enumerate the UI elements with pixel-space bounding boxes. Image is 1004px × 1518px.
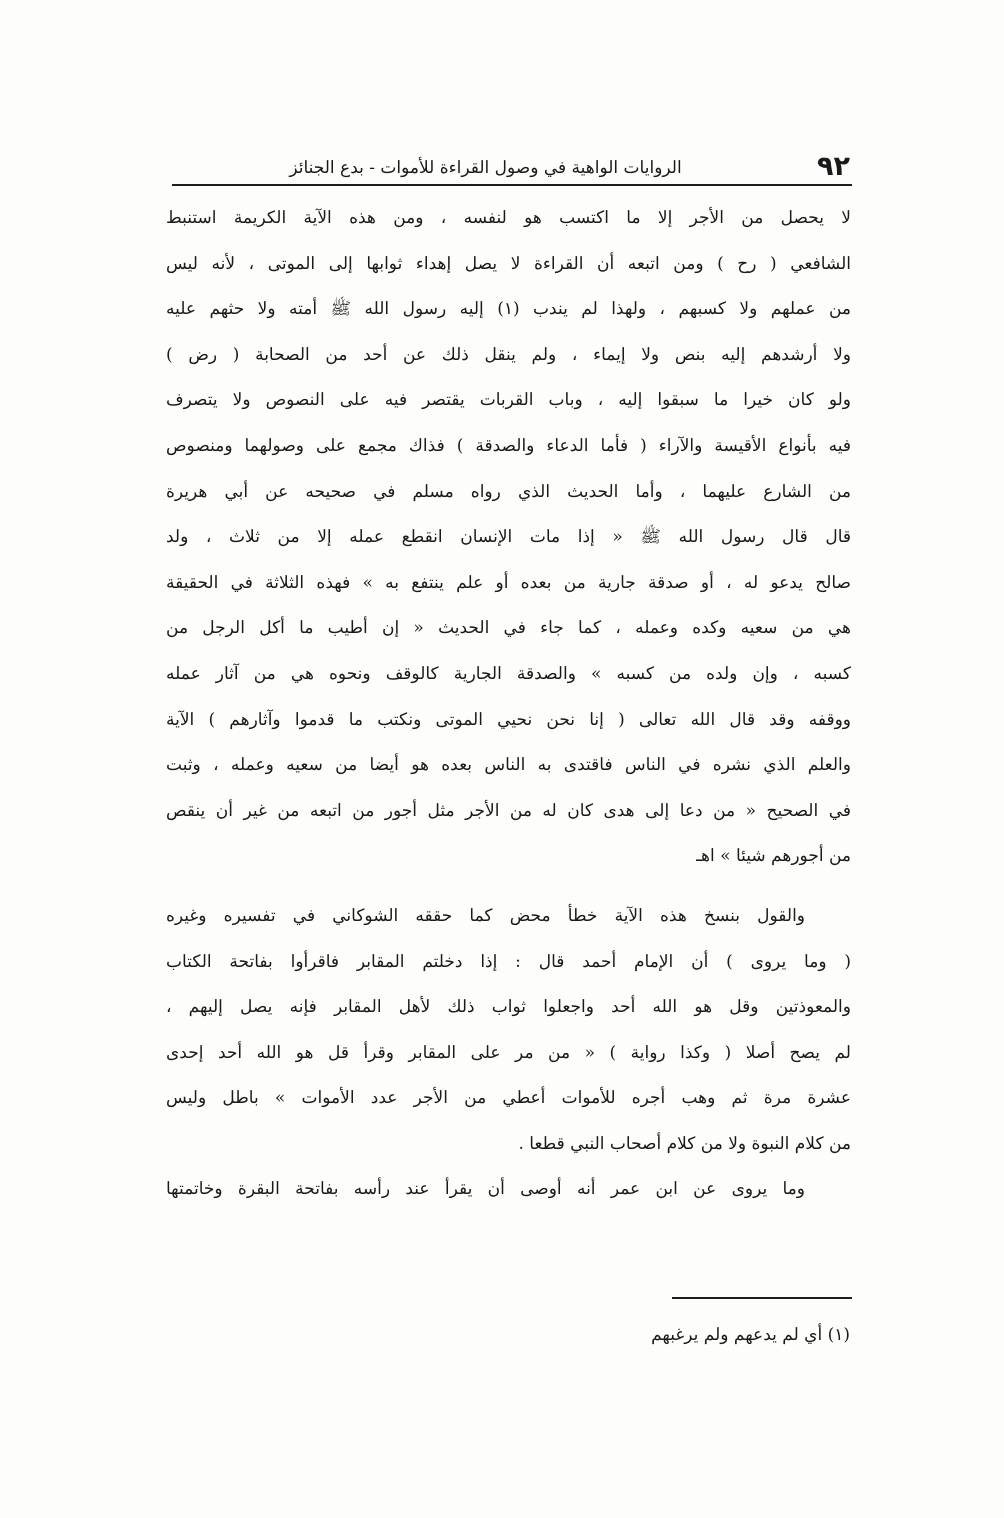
text-line: من أجورهم شيئا » اهـ	[696, 846, 851, 867]
text-line: كسبه ، وإن ولده من كسبه » والصدقة الجارية كالوقف ونحوه هي من آثار عمله	[166, 663, 851, 684]
footnote: (١) أي لم يدعهم ولم يرغبهم	[651, 1325, 850, 1345]
page-number: ٩٢	[817, 151, 850, 182]
text-line: الشافعي ( رح ) ومن اتبعه أن القراءة لا يصل إهداء ثوابها إلى الموتى ، لأنه ليس	[166, 253, 851, 274]
text-line: والقول بنسخ هذه الآية خطأ محض كما حققه الشوكاني في تفسيره وغيره	[166, 905, 805, 926]
text-line: ولو كان خيرا ما سبقوا إليه ، وباب القربات يقتصر فيه على النصوص ولا يتصرف	[166, 390, 851, 411]
header-divider	[172, 184, 852, 186]
text-line: في الصحيح « من دعا إلى هدى كان له من الأجر مثل أجور من اتبعه من غير أن ينقص	[166, 800, 851, 821]
text-line: والعلم الذي نشره في الناس فاقتدى به الناس بعده هو أيضا من سعيه وعمله ، وثبت	[166, 755, 851, 776]
text-line: هي من سعيه وكده وعمله ، كما جاء في الحديث « إن أطيب ما أكل الرجل من	[166, 618, 851, 639]
body-text	[166, 196, 851, 1213]
paragraph-gap	[166, 880, 851, 894]
page-header	[172, 140, 850, 180]
footnote-divider	[672, 1297, 852, 1299]
text-line: ولا أرشدهم إليه بنص ولا إيماء ، ولم ينقل ذلك عن أحد من الصحابة ( رض )	[166, 344, 851, 365]
text-line: من الشارع عليهما ، وأما الحديث الذي رواه مسلم في صحيحه عن أبي هريرة	[166, 481, 851, 502]
text-line: صالح يدعو له ، أو صدقة جارية من بعده أو علم ينتفع به » فهذه الثلاثة في الحقيقة	[166, 572, 851, 593]
text-line: والمعوذتين وقل هو الله أحد واجعلوا ثواب ذلك لأهل المقابر فإنه يصل إليهم ،	[166, 997, 851, 1018]
text-line: فيه بأنواع الأقيسة والآراء ( فأما الدعاء والصدقة ) فذاك مجمع على وصولهما ومنصوص	[166, 435, 851, 456]
text-line: ( وما يروى ) أن الإمام أحمد قال : إذا دخلتم المقابر فاقرأوا بفاتحة الكتاب	[166, 951, 851, 972]
text-line: قال قال رسول الله ﷺ « إذا مات الإنسان انقطع عمله إلا من ثلاث ، ولد	[166, 527, 851, 548]
text-line: لا يحصل من الأجر إلا ما اكتسب هو لنفسه ، ومن هذه الآية الكريمة استنبط	[166, 208, 851, 228]
running-title: الروايات الواهية في وصول القراءة للأموات - بدع الجنائز	[289, 158, 682, 178]
text-line: وما يروى عن ابن عمر أنه أوصى أن يقرأ عند رأسه بفاتحة البقرة وخاتمتها	[166, 1179, 805, 1200]
text-line: من عملهم ولا كسبهم ، ولهذا لم يندب (١) إليه رسول الله ﷺ أمته ولا حثهم عليه	[166, 299, 851, 320]
text-line: عشرة مرة ثم وهب أجره للأموات أعطي من الأجر عدد الأموات » باطل وليس	[166, 1088, 851, 1109]
text-line: ووقفه وقد قال الله تعالى ( إنا نحن نحيي الموتى ونكتب ما قدموا وآثارهم ) الآية	[166, 709, 851, 730]
text-line: من كلام النبوة ولا من كلام أصحاب النبي قطعا .	[518, 1133, 851, 1154]
text-line: لم يصح أصلا ( وكذا رواية ) « من مر على المقابر وقرأ قل هو الله أحد إحدى	[166, 1042, 851, 1063]
